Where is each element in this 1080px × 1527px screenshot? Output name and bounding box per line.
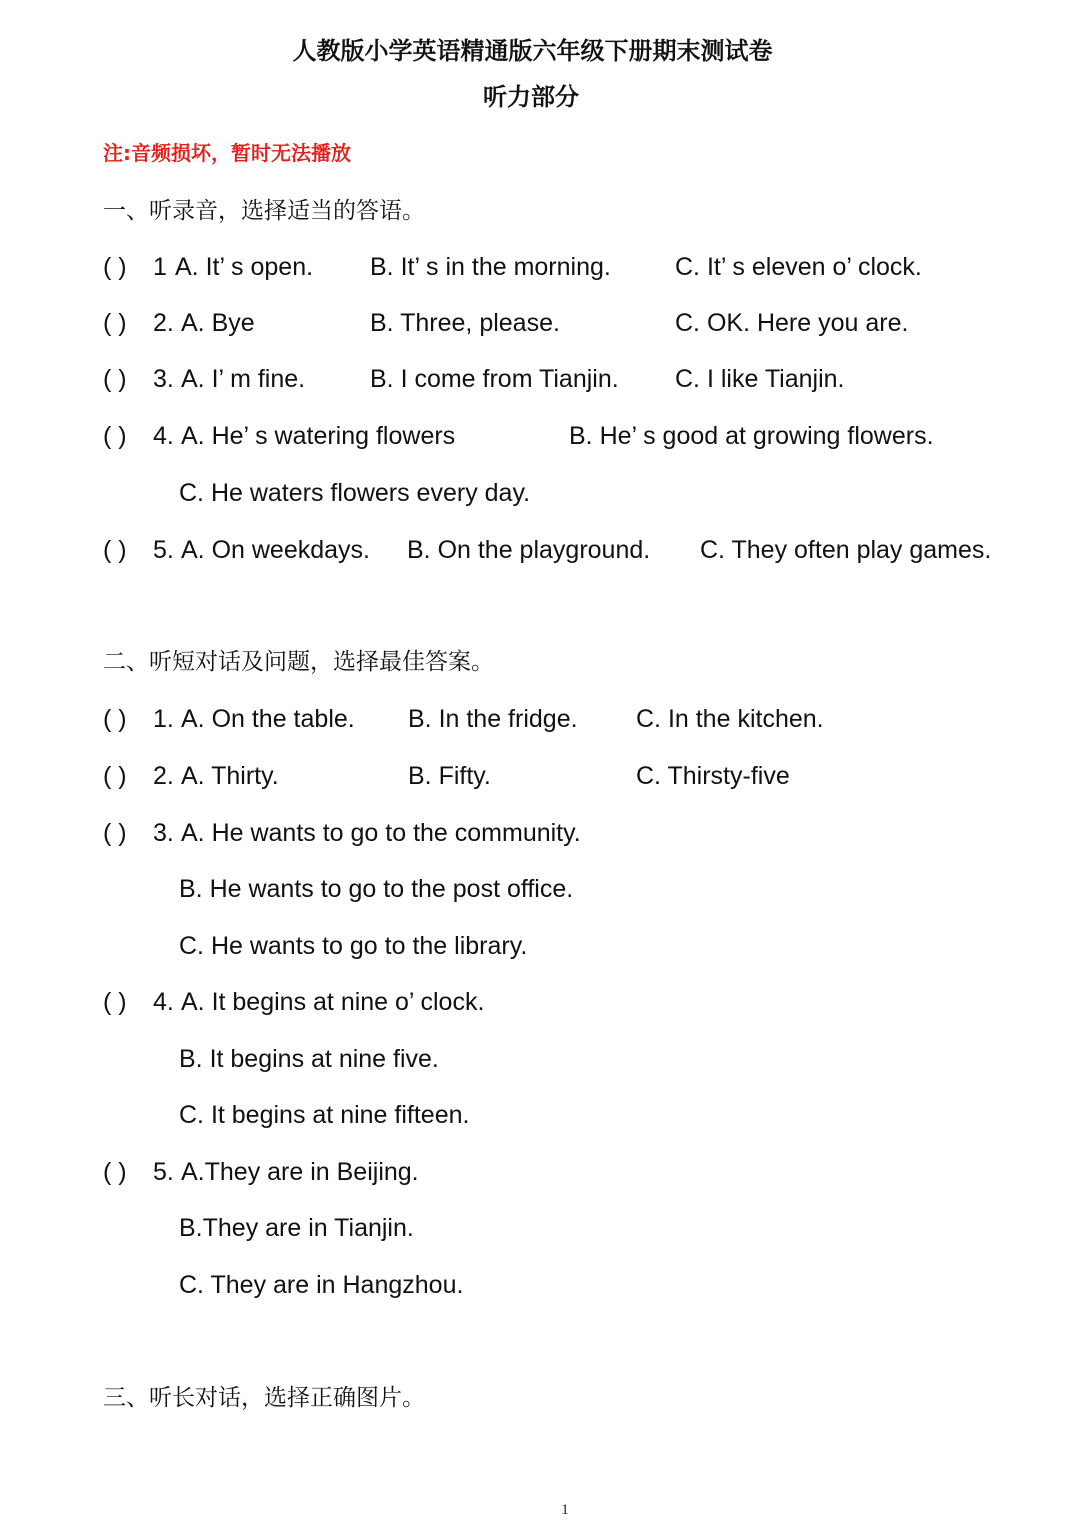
answer-blank[interactable]: ( ): [103, 988, 127, 1016]
section-3-heading: 三、听长对话，选择正确图片。: [103, 1385, 425, 1411]
question-number: 4.: [153, 422, 174, 450]
option-a: A. He wants to go to the community.: [181, 819, 581, 847]
audio-note: 注:音频损坏，暂时无法播放: [103, 141, 351, 165]
section-2-heading: 二、听短对话及问题，选择最佳答案。: [103, 649, 494, 675]
question-number: 2.: [153, 309, 174, 337]
option-c: C. I like Tianjin.: [675, 365, 845, 393]
option-a: A. Thirty.: [181, 762, 279, 790]
answer-blank[interactable]: ( ): [103, 819, 127, 847]
option-b: B. In the fridge.: [408, 705, 578, 733]
question-number: 4.: [153, 988, 174, 1016]
question-number: 3.: [153, 819, 174, 847]
question-number: 1: [153, 253, 167, 281]
option-c: C. Thirsty-five: [636, 762, 790, 790]
s2-question-3-option-b-line: [0, 872, 1080, 906]
answer-blank[interactable]: ( ): [103, 1158, 127, 1186]
option-c: C. It begins at nine fifteen.: [179, 1101, 470, 1129]
answer-blank[interactable]: ( ): [103, 705, 127, 733]
option-c: C. He waters flowers every day.: [179, 479, 531, 507]
option-a: A. On the table.: [181, 705, 355, 733]
option-a: A. I’ m fine.: [181, 365, 306, 393]
s1-question-1: [0, 250, 1080, 284]
document-title: 人教版小学英语精通版六年级下册期末测试卷: [292, 37, 773, 65]
answer-blank[interactable]: ( ): [103, 762, 127, 790]
option-b: B. Three, please.: [370, 309, 560, 337]
s2-question-3: [0, 816, 1080, 850]
option-b: B. On the playground.: [407, 536, 651, 564]
s2-question-1: [0, 702, 1080, 736]
option-b: B. It’ s in the morning.: [370, 253, 611, 281]
s1-question-2: [0, 306, 1080, 340]
question-number: 3.: [153, 365, 174, 393]
option-c: C. It’ s eleven o’ clock.: [675, 253, 922, 281]
answer-blank[interactable]: ( ): [103, 309, 127, 337]
section-1-heading: 一、听录音，选择适当的答语。: [103, 198, 425, 224]
s2-question-4: [0, 985, 1080, 1019]
answer-blank[interactable]: ( ): [103, 253, 127, 281]
answer-blank[interactable]: ( ): [103, 422, 127, 450]
s2-question-5: [0, 1155, 1080, 1189]
s2-question-5-option-c-line: [0, 1268, 1080, 1302]
document-subtitle: 听力部分: [483, 83, 579, 111]
s1-question-3: [0, 362, 1080, 396]
option-a: A. It begins at nine o’ clock.: [181, 988, 485, 1016]
option-a: A. It’ s open.: [175, 253, 314, 281]
option-b: B. He wants to go to the post office.: [179, 875, 574, 903]
option-c: C. They are in Hangzhou.: [179, 1271, 464, 1299]
answer-blank[interactable]: ( ): [103, 536, 127, 564]
s1-question-4-continued: [0, 476, 1080, 510]
question-number: 2.: [153, 762, 174, 790]
option-c: C. They often play games.: [700, 536, 992, 564]
option-c: C. He wants to go to the library.: [179, 932, 528, 960]
option-c: C. In the kitchen.: [636, 705, 824, 733]
question-number: 5.: [153, 1158, 174, 1186]
option-b: B.They are in Tianjin.: [179, 1214, 414, 1242]
option-a: A. On weekdays.: [181, 536, 370, 564]
option-c: C. OK. Here you are.: [675, 309, 909, 337]
option-b: B. It begins at nine five.: [179, 1045, 439, 1073]
answer-blank[interactable]: ( ): [103, 365, 127, 393]
option-b: B. He’ s good at growing flowers.: [569, 422, 934, 450]
option-b: B. Fifty.: [408, 762, 491, 790]
s2-question-4-option-c-line: [0, 1098, 1080, 1132]
s2-question-2: [0, 759, 1080, 793]
option-a: A.They are in Beijing.: [181, 1158, 419, 1186]
page-number: 1: [561, 1502, 569, 1518]
option-a: A. He’ s watering flowers: [181, 422, 456, 450]
option-b: B. I come from Tianjin.: [370, 365, 619, 393]
s2-question-4-option-b-line: [0, 1042, 1080, 1076]
s1-question-4: [0, 419, 1080, 453]
s1-question-5: [0, 533, 1080, 567]
s2-question-3-option-c-line: [0, 929, 1080, 963]
s2-question-5-option-b-line: [0, 1211, 1080, 1245]
question-number: 5.: [153, 536, 174, 564]
question-number: 1.: [153, 705, 174, 733]
option-a: A. Bye: [181, 309, 255, 337]
